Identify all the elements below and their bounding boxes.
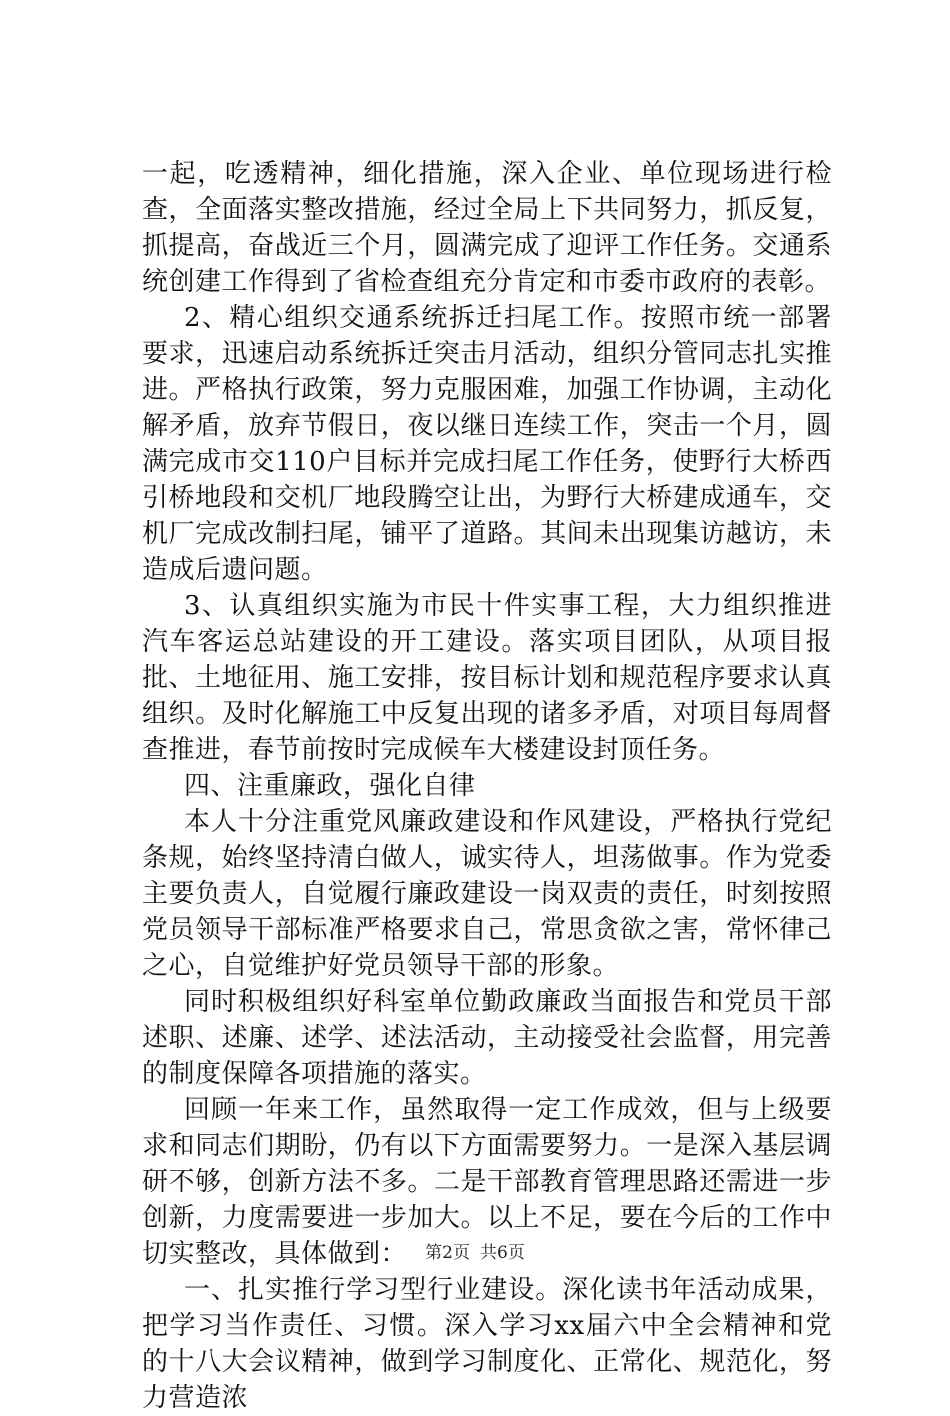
paragraph-1: 一起，吃透精神，细化措施，深入企业、单位现场进行检查，全面落实整改措施，经过全局上下共同努力，抓反复，抓提高，奋战近三个月，圆满完成了迎评工作任务。交通系统创建工作得到了省检查组充分肯定和市委市政府的表彰。 — [142, 159, 832, 297]
page-footer — [0, 1242, 950, 1264]
page-number: 第2页 — [425, 1243, 470, 1263]
paragraph-7: 回顾一年来工作，虽然取得一定工作成效，但与上级要求和同志们期盼，仍有以下方面需要努力。一是深入基层调研不够，创新方法不多。二是干部教育管理思路还需进一步创新，力度需要进一步加大。以上不足，要在今后的工作中切实整改，具体做到： — [142, 1095, 832, 1269]
paragraph-8: 一、扎实推行学习型行业建设。深化读书年活动成果，把学习当作责任、习惯。深入学习xx届六中全会精神和党的十八大会议精神，做到学习制度化、正常化、规范化，努力营造浓 — [142, 1275, 832, 1413]
section-heading: 四、注重廉政，强化自律 — [184, 771, 476, 801]
document-body — [142, 156, 832, 1416]
paragraph-3: 3、认真组织实施为市民十件实事工程，大力组织推进汽车客运总站建设的开工建设。落实项目团队，从项目报批、土地征用、施工安排，按目标计划和规范程序要求认真组织。及时化解施工中反复出现的诸多矛盾，对项目每周督查推进，春节前按时完成候车大楼建设封顶任务。 — [142, 591, 832, 765]
paragraph-2: 2、精心组织交通系统拆迁扫尾工作。按照市统一部署要求，迅速启动系统拆迁突击月活动，组织分管同志扎实推进。严格执行政策，努力克服困难，加强工作协调，主动化解矛盾，放弃节假日，夜以继日连续工作，突击一个月，圆满完成市交110户目标并完成扫尾工作任务，使野行大桥西引桥地段和交机厂地段腾空让出，为野行大桥建成通车，交机厂完成改制扫尾，铺平了道路。其间未出现集访越访，未造成后遗问题。 — [142, 303, 832, 585]
paragraph-5: 本人十分注重党风廉政建设和作风建设，严格执行党纪条规，始终坚持清白做人，诚实待人，坦荡做事。作为党委主要负责人，自觉履行廉政建设一岗双责的责任，时刻按照党员领导干部标准严格要求自己，常思贪欲之害，常怀律己之心，自觉维护好党员领导干部的形象。 — [142, 807, 832, 981]
paragraph-6: 同时积极组织好科室单位勤政廉政当面报告和党员干部述职、述廉、述学、述法活动，主动接受社会监督，用完善的制度保障各项措施的落实。 — [142, 987, 832, 1089]
page-total: 共6页 — [480, 1243, 525, 1263]
